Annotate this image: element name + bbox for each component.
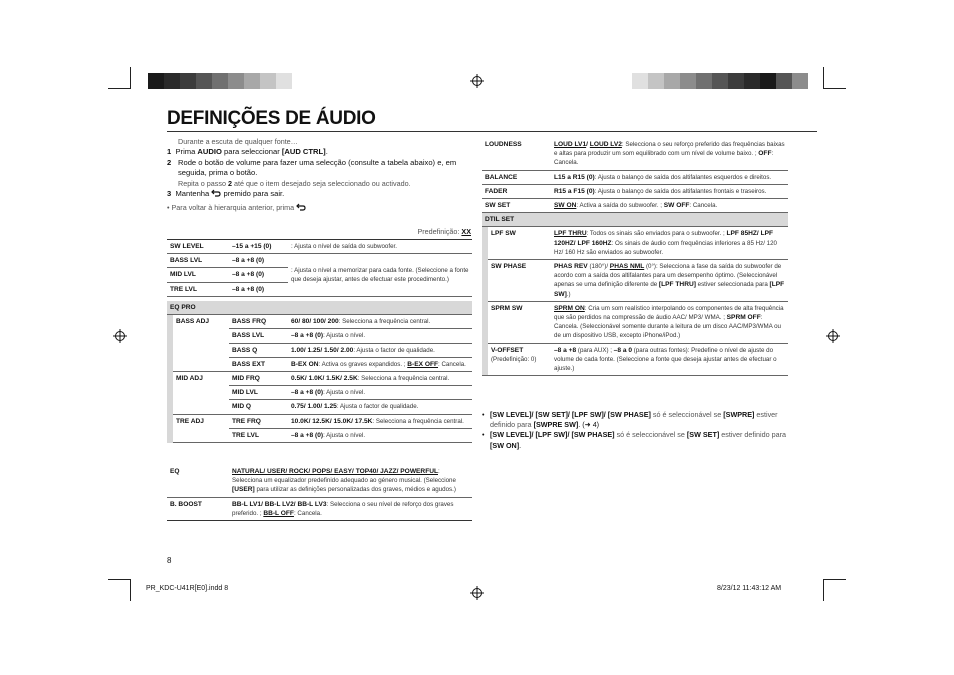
eq-table	[167, 465, 472, 521]
back-note: • Para voltar à hierarquia anterior, prima	[167, 203, 472, 213]
footer-date: 8/23/12 11:43:12 AM	[717, 585, 782, 592]
page-title: DEFINIÇÕES DE ÁUDIO	[167, 108, 376, 129]
crop-mark	[823, 67, 824, 89]
step-2-repeat: Repita o passo 2 até que o item desejado seja seleccionado ou activado.	[178, 178, 411, 188]
step-2: 2 Rode o botão de volume para fazer uma selecção (consulte a tabela abaixo) e, em seguida, prima o botão.	[167, 157, 457, 178]
table-row: BALANCE L15 a R15 (0): Ajusta o balanço de saída dos altifalantes esquerdos e direitos.	[482, 170, 788, 184]
group-header-eq-pro: EQ PRO	[167, 301, 472, 315]
table-row: EQ NATURAL/ USER/ ROCK/ POPS/ EASY/ TOP40/ JAZZ/ POWERFUL: Selecciona um equalizador predefinido adequado ao género musical. (Seleccione [USER] para utilizar as definições personalizadas dos graves, médios e agudos.)	[167, 465, 472, 497]
crop-mark	[108, 579, 130, 580]
crop-mark	[824, 88, 846, 89]
crop-mark	[824, 579, 846, 580]
registration-mark-icon	[826, 329, 840, 343]
crop-mark	[130, 579, 131, 601]
intro-text: Durante a escuta de qualquer fonte…	[178, 137, 298, 146]
crop-mark	[130, 67, 131, 89]
registration-mark-icon	[113, 329, 127, 343]
table-row: B. BOOST BB-L LV1/ BB-L LV2/ BB-L LV3: Selecciona o seu nível de reforço dos graves preferido. ; BB-L OFF: Cancela.	[167, 497, 472, 520]
page-number: 8	[167, 556, 172, 565]
settings-table-left	[167, 239, 472, 297]
default-legend: Predefinição: XX	[417, 227, 471, 236]
settings-table-right	[482, 138, 788, 376]
table-row: V-OFFSET (Predefinição: 0) –8 a +8 (para AUX) ; –8 a 0 (para outras fontes): Predefine o nível de ajuste do volume de cada fonte. (Seleccione a fonte que deseja ajustar antes de efectuar o ajuste.)	[482, 343, 788, 376]
note-2: • [SW LEVEL]/ [LPF SW]/ [SW PHASE] só é seleccionável se [SW SET] estiver definido para [SW ON].	[482, 430, 786, 450]
registration-mark-icon	[470, 74, 484, 88]
eq-pro-table: EQ PRO BASS ADJ BASS FRQ 60/ 80/ 100/ 200: Selecciona a frequência central. BASS LVL –8 a +8 (0): Ajusta o nível. BASS Q 1.00/ 1.25/ 1.50/ 2.00: Ajusta o factor de qualidade. BASS EXT B-EX ON: Activa os graves expandidos. ; B-EX OFF: Cancela. MID ADJ MID FRQ 0.5K/ 1.0K/ 1.5K/ 2.5K: Selecciona a frequência central. MID LVL –8 a +8 (0): Ajusta o nível. MID Q 0.75/ 1.00/ 1.25: Ajusta o factor de qualidade. TRE ADJ TRE FRQ 10.0K/ 12.5K/ 15.0K/ 17.5K: Selecciona a frequência central. TRE LVL –8 a +8 (0): Ajusta o nível.	[167, 301, 472, 443]
color-bars-right	[632, 73, 808, 89]
back-arrow-icon	[296, 203, 306, 211]
table-row: LOUDNESS LOUD LV1/ LOUD LV2: Selecciona o seu reforço preferido das frequências baixas e altas para produzir um som equilibrado com um nível de volume baixo. ; OFF: Cancela.	[482, 138, 788, 170]
crop-mark	[108, 88, 130, 89]
registration-mark-icon	[470, 586, 484, 600]
table-row: MID LVL –8 a +8 (0)	[167, 268, 472, 282]
table-row: SW PHASE PHAS REV (180°)/ PHAS NML (0°): Selecciona a fase da saída do subwoofer de acordo com a saída dos altifalantes para um desempenho óptimo. (Seleccionável apenas se uma definição diferente de [LPF THRU] estiver seleccionada para [LPF SW].)	[482, 260, 788, 302]
table-row: SW SET SW ON: Activa a saída do subwoofer. ; SW OFF: Cancela.	[482, 199, 788, 213]
notes	[482, 410, 788, 451]
step-1: 1 Prima AUDIO para seleccionar [AUD CTRL].	[167, 147, 328, 157]
color-bars-left	[148, 73, 292, 89]
table-row: FADER R15 a F15 (0): Ajusta o balanço de saída dos altifalantes frontais e traseiros.	[482, 184, 788, 198]
instructions	[167, 137, 472, 214]
table-row: TRE LVL –8 a +8 (0)	[167, 282, 472, 296]
note-1: • [SW LEVEL]/ [SW SET]/ [LPF SW]/ [SW PHASE] só é seleccionável se [SWPRE] estiver definido para [SWPRE SW]. (➜ 4)	[482, 410, 778, 430]
table-row: SW LEVEL –15 a +15 (0) : Ajusta o nível de saída do subwoofer.	[167, 240, 472, 254]
group-header-dtil-set: DTIL SET	[482, 213, 788, 227]
table-row: LPF SW LPF THRU: Todos os sinais são enviados para o subwoofer. ; LPF 85HZ/ LPF 120HZ/ LPF 160HZ: Os sinais de áudio com frequências inferiores a 85 Hz/ 120 Hz/ 160 Hz são enviados ao subwoofer.	[482, 227, 788, 260]
title-rule	[167, 131, 817, 132]
crop-mark	[823, 579, 824, 601]
step-3: 3 Mantenha premido para sair.	[167, 188, 285, 198]
table-row: SPRM SW SPRM ON: Cria um som realístico interpolando os componentes de alta frequência que são perdidos na compressão de áudio AAC/ MP3/ WMA. ; SPRM OFF: Cancela. (Seleccionável somente durante a leitura de um disco AAC/MP3/WMA ou de um dispositivo USB, excepto iPhone/iPod.)	[482, 301, 788, 343]
footer-file: PR_KDC-U41R[E0].indd 8	[146, 585, 229, 592]
table-row: BASS LVL –8 a +8 (0) : Ajusta o nível a memorizar para cada fonte. (Seleccione a fonte que deseja ajustar, antes de efectuar este procedimento.)	[167, 254, 472, 268]
back-arrow-icon	[211, 189, 221, 197]
